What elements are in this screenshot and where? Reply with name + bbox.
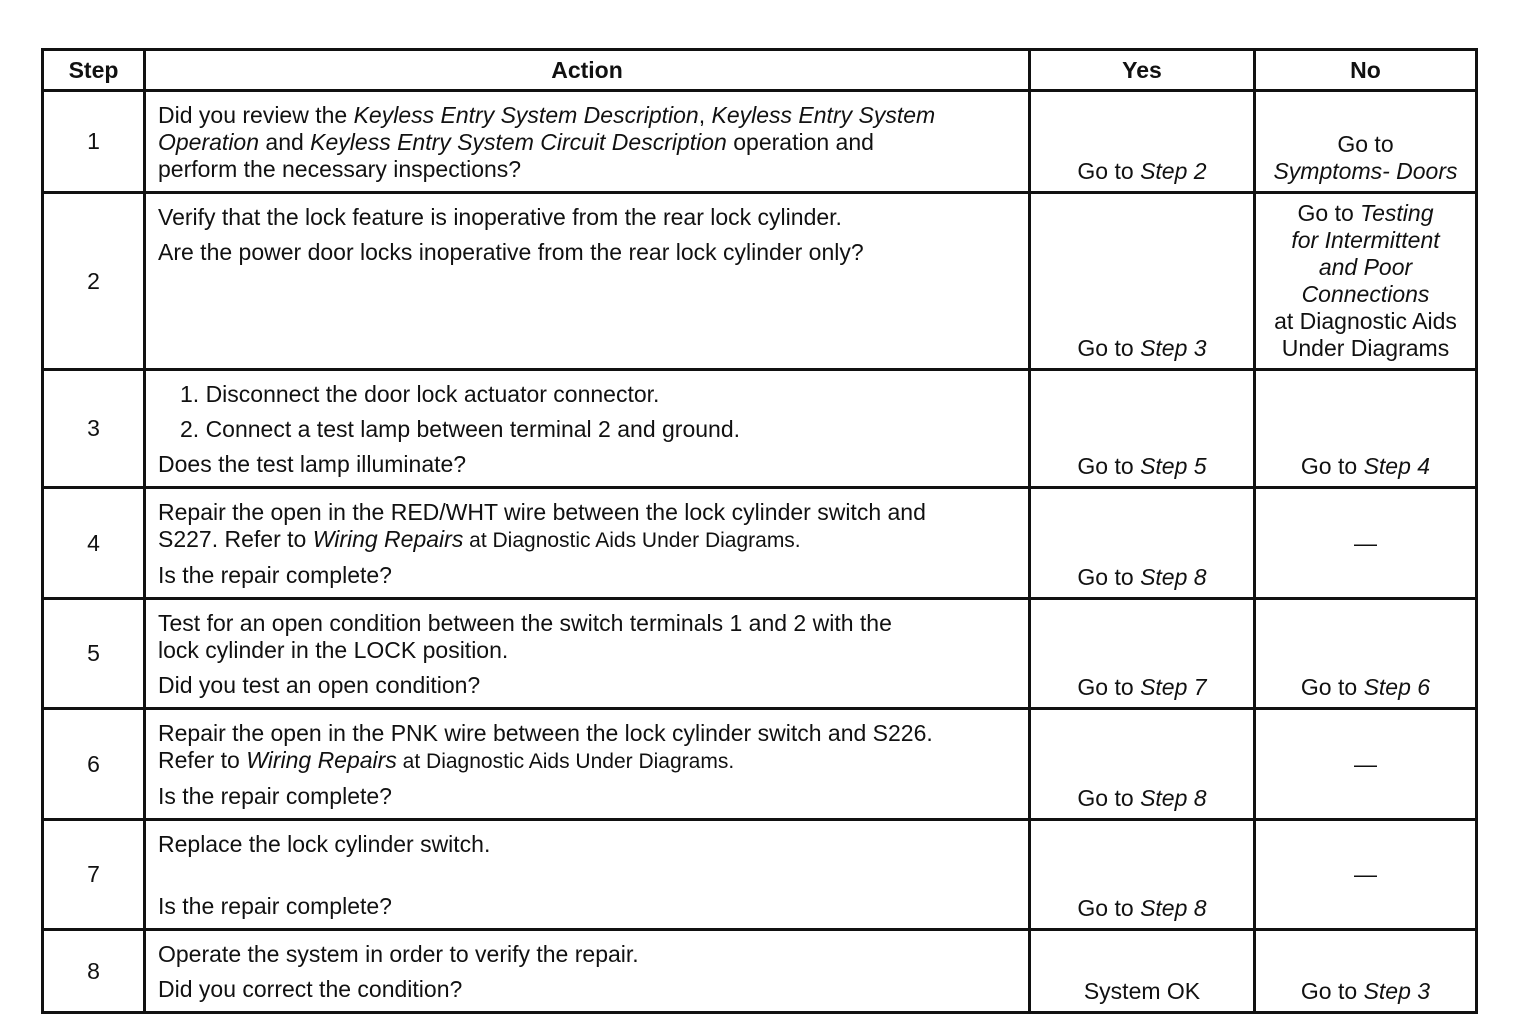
table-row [43,370,1477,488]
action-cell [145,193,1030,370]
step-number: 4 [43,488,145,599]
action-line: S227. Refer to Wiring Repairs at Diagnostic Aids Under Diagrams. [158,526,801,552]
no-cell: Go to Step 4 [1255,370,1477,488]
table-row [43,91,1477,193]
action-cell [145,488,1030,599]
header-step: Step [43,50,145,91]
action-question: Is the repair complete? [158,783,392,809]
action-question: Is the repair complete? [158,562,392,588]
action-line: Verify that the lock feature is inoperative from the rear lock cylinder. [158,204,842,230]
no-cell: — [1255,488,1477,599]
action-item: 2. Connect a test lamp between terminal 2 and ground. [180,416,741,442]
action-cell [145,709,1030,820]
header-row [43,50,1477,91]
step-number: 8 [43,930,145,1013]
no-cell: Go to Step 6 [1255,599,1477,709]
header-action: Action [145,50,1030,91]
step-number: 6 [43,709,145,820]
step-number: 7 [43,820,145,930]
action-question: Are the power door locks inoperative from the rear lock cylinder only? [158,239,864,265]
action-cell [145,930,1030,1013]
action-line: Repair the open in the RED/WHT wire between the lock cylinder switch and [158,499,926,525]
step-number: 1 [43,91,145,193]
no-cell: Go to Symptoms- Doors [1255,91,1477,193]
step-number: 3 [43,370,145,488]
no-cell: — [1255,820,1477,930]
action-cell [145,820,1030,930]
yes-cell: Go to Step 8 [1030,488,1255,599]
table-row [43,193,1477,370]
action-line: Operate the system in order to verify the repair. [158,941,639,967]
action-line: Operation and Keyless Entry System Circuit Description operation and [158,129,874,155]
yes-cell: Go to Step 8 [1030,709,1255,820]
step-number: 5 [43,599,145,709]
action-line: perform the necessary inspections? [158,156,522,182]
action-line: Repair the open in the PNK wire between the lock cylinder switch and S226. [158,720,933,746]
yes-cell: Go to Step 8 [1030,820,1255,930]
header-no: No [1255,50,1477,91]
yes-cell: System OK [1030,930,1255,1013]
no-cell: Go to Testing for Intermittent and Poor Connections at Diagnostic Aids Under Diagrams [1255,193,1477,370]
table-row [43,488,1477,599]
action-cell [145,91,1030,193]
no-cell: Go to Step 3 [1255,930,1477,1013]
table-row [43,930,1477,1013]
step-number: 2 [43,193,145,370]
table-row [43,709,1477,820]
action-line: Did you review the Keyless Entry System Description, Keyless Entry System [158,102,936,128]
yes-cell: Go to Step 5 [1030,370,1255,488]
header-yes: Yes [1030,50,1255,91]
action-question: Did you test an open condition? [158,672,481,698]
action-line: Replace the lock cylinder switch. [158,831,491,857]
action-line: Test for an open condition between the switch terminals 1 and 2 with the [158,610,892,636]
action-question: Does the test lamp illuminate? [158,451,467,477]
no-cell: — [1255,709,1477,820]
action-line: Refer to Wiring Repairs at Diagnostic Aids Under Diagrams. [158,747,735,773]
action-line: lock cylinder in the LOCK position. [158,637,509,663]
action-cell [145,599,1030,709]
yes-cell: Go to Step 7 [1030,599,1255,709]
yes-cell: Go to Step 2 [1030,91,1255,193]
diagnostic-table [41,48,1478,1014]
action-question: Is the repair complete? [158,893,392,919]
table-row [43,820,1477,930]
table-row [43,599,1477,709]
action-cell [145,370,1030,488]
action-item: 1. Disconnect the door lock actuator connector. [180,381,660,407]
action-question: Did you correct the condition? [158,976,463,1002]
yes-cell: Go to Step 3 [1030,193,1255,370]
